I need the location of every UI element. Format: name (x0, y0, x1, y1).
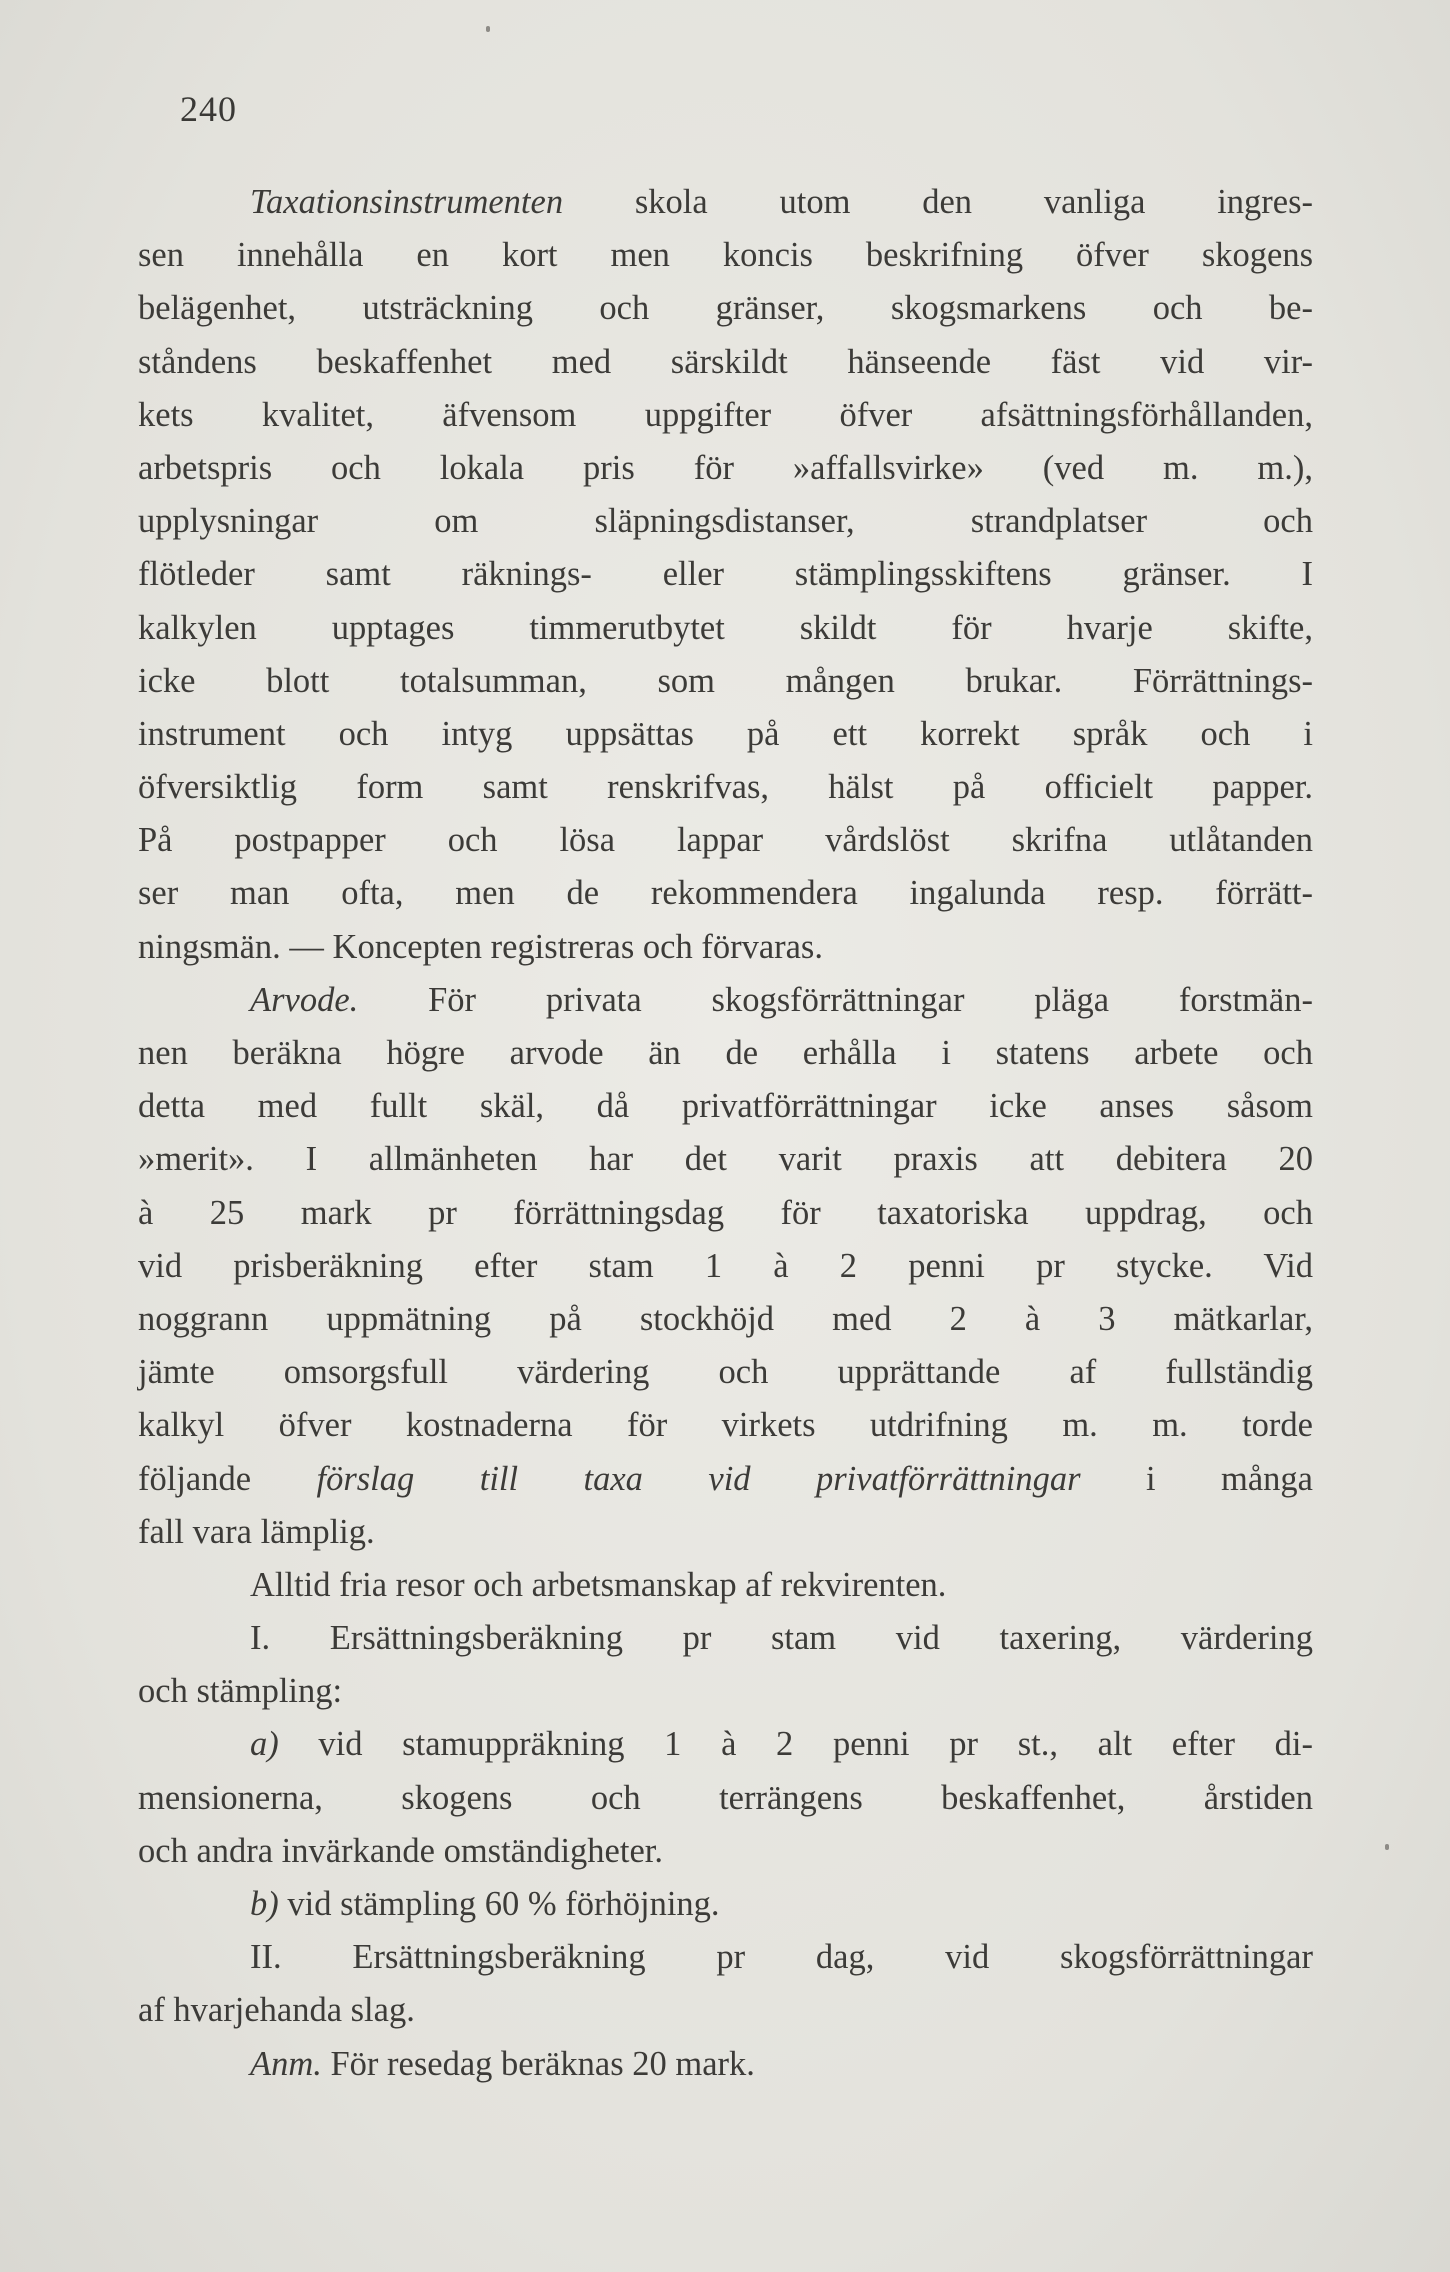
text-run: Alltid fria resor och arbetsmanskap af rekvirenten. (250, 1565, 947, 1604)
text-run: öfversiktlig form samt renskrifvas, hälst på officielt papper. (138, 768, 1313, 807)
text-run: och andra invärkande omständigheter. (138, 1831, 663, 1870)
text-run: upplysningar om släpningsdistanser, strandplatser och (138, 502, 1313, 541)
text-line (138, 1718, 1313, 1771)
text-run: icke blott totalsumman, som mången brukar. Förrättnings- (138, 661, 1313, 700)
text-run: af hvarjehanda slag. (138, 1991, 415, 2030)
text-line (138, 814, 1313, 867)
text-run: ståndens beskaffenhet med särskildt hänseende fäst vid vir- (138, 342, 1313, 381)
text-run: à 25 mark pr förrättningsdag för taxatoriska uppdrag, och (138, 1193, 1313, 1232)
text-line (138, 1080, 1313, 1133)
text-run: kets kvalitet, äfvensom uppgifter öfver afsättningsförhållanden, (138, 395, 1313, 434)
text-run: flötleder samt räknings- eller stämplingsskiftens gränser. I (138, 555, 1313, 594)
text-line (138, 2038, 1313, 2091)
text-run: II. Ersättningsberäkning pr dag, vid skogsförrättningar (250, 1938, 1313, 1977)
text-line (138, 1399, 1313, 1452)
text-line (138, 282, 1313, 335)
italic-text-run: Taxationsinstrumenten (250, 183, 564, 221)
text-line (138, 1931, 1313, 1984)
text-run: »merit». I allmänheten har det varit praxis att debitera 20 (138, 1140, 1313, 1179)
text-line (138, 1346, 1313, 1399)
text-line (138, 974, 1313, 1027)
italic-text-run: Anm. (250, 2044, 322, 2083)
text-run: belägenhet, utsträckning och gränser, skogsmarkens och be- (138, 289, 1313, 328)
text-line (138, 1506, 1313, 1559)
text-line (138, 442, 1313, 495)
text-line (138, 1878, 1313, 1931)
text-run: fall vara lämplig. (138, 1512, 375, 1551)
text-run: mensionerna, skogens och terrängens beskaffenhet, årstiden (138, 1778, 1313, 1817)
text-line (138, 229, 1313, 282)
text-line (138, 1293, 1313, 1346)
text-run: detta med fullt skäl, då privatförrättningar icke anses såsom (138, 1087, 1313, 1126)
text-line (138, 1240, 1313, 1293)
text-run: kalkyl öfver kostnaderna för virkets utdrifning m. m. torde (138, 1406, 1313, 1445)
text-run: För privata skogsförrättningar pläga forstmän- (358, 980, 1313, 1019)
italic-text-run: a) (250, 1725, 279, 1764)
italic-text-run: Arvode. (250, 980, 359, 1019)
text-line (138, 1187, 1313, 1240)
ink-speck (486, 26, 490, 32)
text-run: noggrann uppmätning på stockhöjd med 2 à 3 mätkarlar, (138, 1299, 1313, 1338)
text-line (138, 1612, 1313, 1665)
text-line (138, 708, 1313, 761)
text-run: nen beräkna högre arvode än de erhålla i statens arbete och (138, 1034, 1313, 1072)
text-run: instrument och intyg uppsättas på ett korrekt språk och i (138, 714, 1313, 753)
text-line (138, 867, 1313, 920)
text-line (138, 548, 1313, 601)
text-run: ser man ofta, men de rekommendera ingalunda resp. förrätt- (138, 874, 1313, 913)
text-run: sen innehålla en kort men koncis beskrifning öfver skogens (138, 236, 1313, 275)
italic-text-run: förslag till taxa vid privatförrättningar (316, 1459, 1081, 1498)
text-run: I. Ersättningsberäkning pr stam vid taxering, värdering (250, 1619, 1313, 1658)
text-line (138, 1825, 1313, 1878)
text-line (138, 336, 1313, 389)
text-line (138, 1027, 1313, 1080)
text-line (138, 1133, 1313, 1186)
text-line (138, 655, 1313, 708)
text-line (138, 176, 1313, 229)
page-number: 240 (180, 89, 237, 129)
text-line (138, 761, 1313, 814)
text-line (138, 495, 1313, 548)
text-line (138, 1984, 1313, 2037)
text-run: följande (138, 1459, 317, 1498)
text-line (138, 921, 1313, 974)
text-line (138, 602, 1313, 655)
text-run: För resedag beräknas 20 mark. (321, 2044, 755, 2083)
text-run: På postpapper och lösa lappar vårdslöst skrifna utlåtanden (138, 821, 1313, 860)
italic-text-run: b) (250, 1885, 279, 1923)
text-run: vid prisberäkning efter stam 1 à 2 penni pr stycke. Vid (138, 1246, 1313, 1285)
text-run: arbetspris och lokala pris för »affallsvirke» (ved m. m.), (138, 448, 1313, 487)
text-line (138, 1559, 1313, 1612)
text-run: ningsmän. — Koncepten registreras och förvaras. (138, 927, 823, 966)
text-run: jämte omsorgsfull värdering och upprättande af fullständig (138, 1353, 1313, 1392)
text-run: och stämpling: (138, 1672, 343, 1711)
text-line (138, 1453, 1313, 1506)
text-line (138, 1665, 1313, 1718)
text-run: vid stamuppräkning 1 à 2 penni pr st., alt efter di- (278, 1725, 1313, 1764)
text-run: kalkylen upptages timmerutbytet skildt för hvarje skifte, (138, 608, 1313, 647)
text-line (138, 1772, 1313, 1825)
text-run: i många (1080, 1459, 1313, 1498)
text-run: skola utom den vanliga ingres- (563, 183, 1313, 221)
text-run: vid stämpling 60 % förhöjning. (278, 1885, 720, 1923)
ink-speck (1385, 1844, 1389, 1850)
text-line (138, 389, 1313, 442)
body-text (138, 176, 1313, 2091)
